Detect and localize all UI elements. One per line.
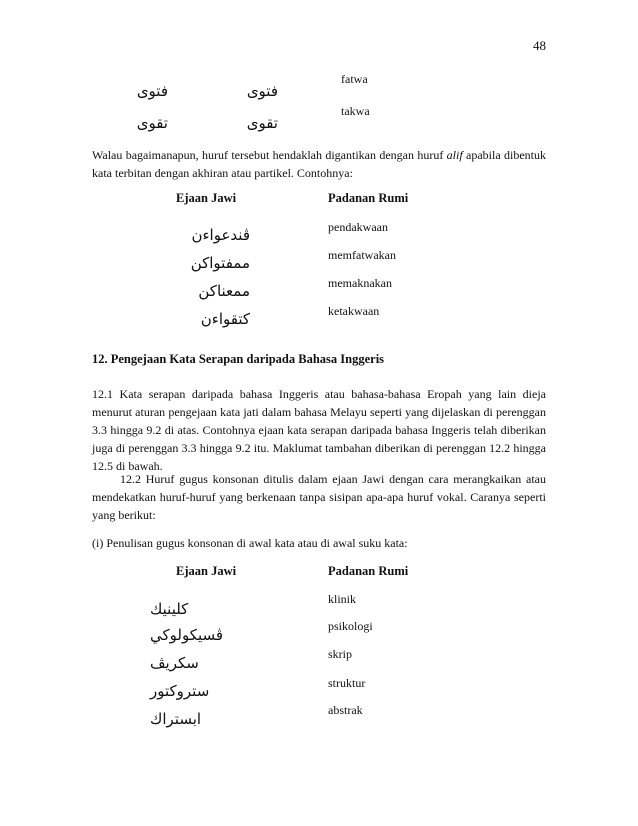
jawi-word-left-1: فتوى [136, 82, 168, 100]
table2-jawi-3: سكريڤ [150, 654, 199, 672]
jawi-word-right-1: فتوى [246, 82, 278, 100]
table1-jawi-4: كتقواءن [200, 310, 250, 328]
table2-rumi-2: psikologi [328, 619, 373, 633]
table1-jawi-2: ممفتواكن [190, 254, 250, 272]
section-heading: 12. Pengejaan Kata Serapan daripada Bahasa Inggeris [92, 352, 385, 366]
table1-header-jawi: Ejaan Jawi [176, 191, 237, 205]
table2-jawi-1: كلينيك [150, 600, 189, 618]
table1-jawi-1: ڤندعواءن [191, 226, 250, 244]
table2-header-rumi: Padanan Rumi [328, 564, 409, 578]
table2-rumi-5: abstrak [328, 703, 363, 717]
table1-rumi-4: ketakwaan [328, 304, 380, 318]
table2-rumi-1: klinik [328, 592, 357, 606]
table2-jawi-5: ابستراك [150, 710, 202, 728]
table1-jawi-3: ممعناكن [198, 282, 250, 300]
paragraph-12-1: 12.1 Kata serapan daripada bahasa Inggeris atau bahasa-bahasa Eropah yang lain dieja menurut aturan pengejaan kata jati dalam bahasa Melayu seperti yang dijelaskan di perenggan 3.3 hingga 9.2 di atas. Contohnya ejaan kata serapan daripada bahasa Inggeris telah diberikan juga di perenggan 3.3 hingga 9.2 itu. Maklumat tambahan diberikan di perenggan 12.2 hingga 12.5 di bawah. [92, 387, 546, 473]
table2-jawi-4: ستروكتور [150, 682, 210, 700]
table1-header-rumi: Padanan Rumi [328, 191, 409, 205]
page-number: 48 [533, 38, 546, 53]
subheading-i: (i) Penulisan gugus konsonan di awal kata atau di awal suku kata: [92, 536, 408, 550]
table2-rumi-4: struktur [328, 676, 366, 690]
table2-rumi-3: skrip [328, 647, 352, 661]
paragraph-walau: Walau bagaimanapun, huruf tersebut hendaklah digantikan dengan huruf alif apabila dibentuk kata terbitan dengan akhiran atau partikel. Contohnya: [92, 148, 546, 180]
paragraph-12-2: 12.2 Huruf gugus konsonan ditulis dalam ejaan Jawi dengan cara merangkaikan atau mendekatkan huruf-huruf yang berkenaan tanpa sisipan apa-apa huruf vokal. Caranya seperti yang berikut: [92, 472, 546, 522]
jawi-word-right-2: تقوى [246, 114, 278, 132]
table2-header-jawi: Ejaan Jawi [176, 564, 237, 578]
rumi-word-1: fatwa [341, 72, 368, 86]
table1-rumi-3: memaknakan [328, 276, 392, 290]
italic-alif: alif [446, 148, 463, 162]
table1-rumi-1: pendakwaan [328, 220, 388, 234]
jawi-word-left-2: تقوى [136, 114, 168, 132]
table1-rumi-2: memfatwakan [328, 248, 396, 262]
table2-jawi-2: ڤسيکولوکي [150, 626, 224, 644]
rumi-word-2: takwa [341, 104, 370, 118]
